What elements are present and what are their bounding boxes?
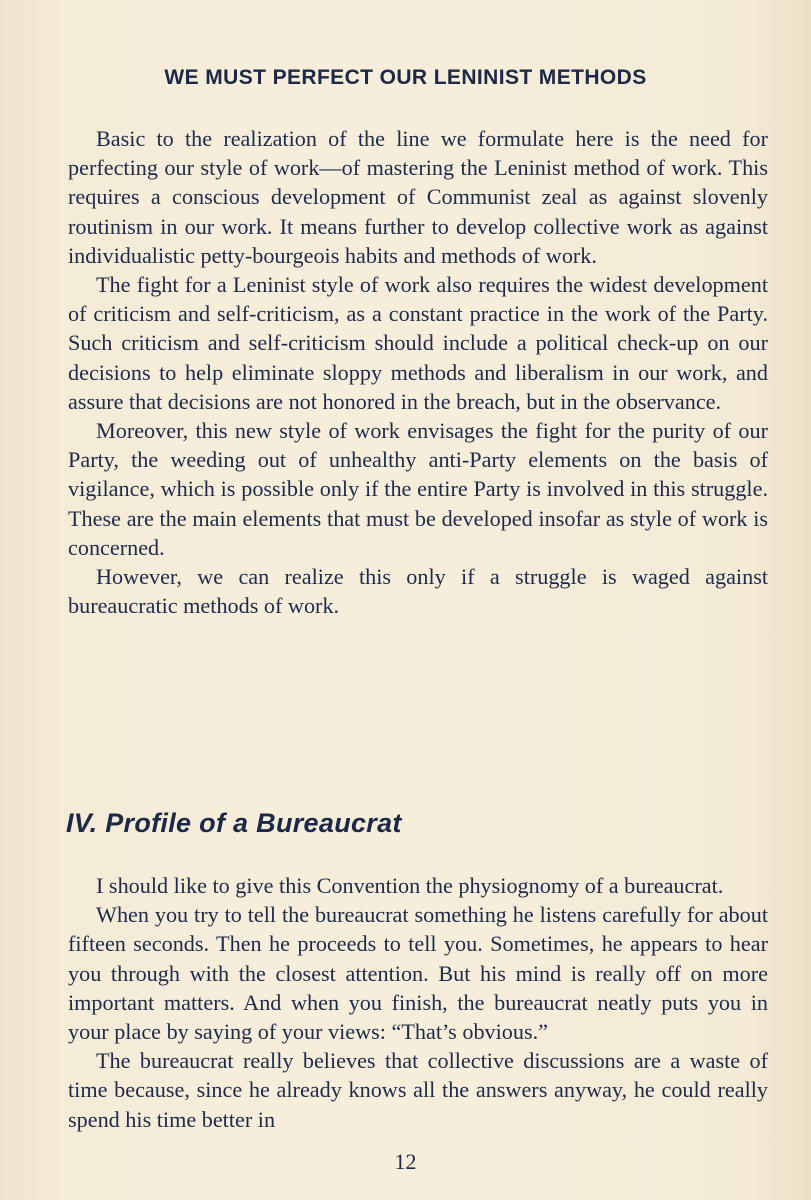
paragraph: Basic to the realization of the line we formulate here is the need for perfecting our style of work—of mastering the Leninist method of work. This requires a conscious development of Communist zeal as against slovenly routinism in our work. It means further to develop collective work as against individualistic petty-bourgeois habits and methods of work. <box>68 126 768 268</box>
page-number: 12 <box>394 1149 417 1174</box>
body-text-block-1 <box>68 124 768 620</box>
body-text-block-2 <box>68 871 768 1134</box>
paragraph: The fight for a Leninist style of work also requires the widest development of criticism and self-criticism, as a constant practice in the work of the Party. Such criticism and self-criticism should include a political check-up on our decisions to help eliminate sloppy methods and liberalism in our work, and assure that decisions are not honored in the breach, but in the observance. <box>68 272 768 414</box>
chapter-heading: WE MUST PERFECT OUR LENINIST METHODS <box>164 66 647 89</box>
section-heading: IV. Profile of a Bureaucrat <box>66 808 402 838</box>
paragraph: The bureaucrat really believes that collective discussions are a waste of time because, since he already knows all the answers anyway, he could really spend his time better in <box>68 1048 768 1132</box>
paragraph: However, we can realize this only if a struggle is waged against bureaucratic methods of work. <box>68 564 768 619</box>
paragraph: When you try to tell the bureaucrat something he listens carefully for about fifteen seconds. Then he proceeds to tell you. Sometimes, he appears to hear you through with the closest attention. But his mind is really off on more important matters. And when you finish, the bureaucrat neatly puts you in your place by saying of your views: “That’s obvious.” <box>68 902 768 1045</box>
paragraph: Moreover, this new style of work envisages the fight for the purity of our Party, the weeding out of unhealthy anti-Party elements on the basis of vigilance, which is possible only if the entire Party is involved in this struggle. These are the main elements that must be developed insofar as style of work is concerned. <box>68 418 768 560</box>
paragraph: I should like to give this Convention the physiognomy of a bureaucrat. <box>96 873 724 898</box>
